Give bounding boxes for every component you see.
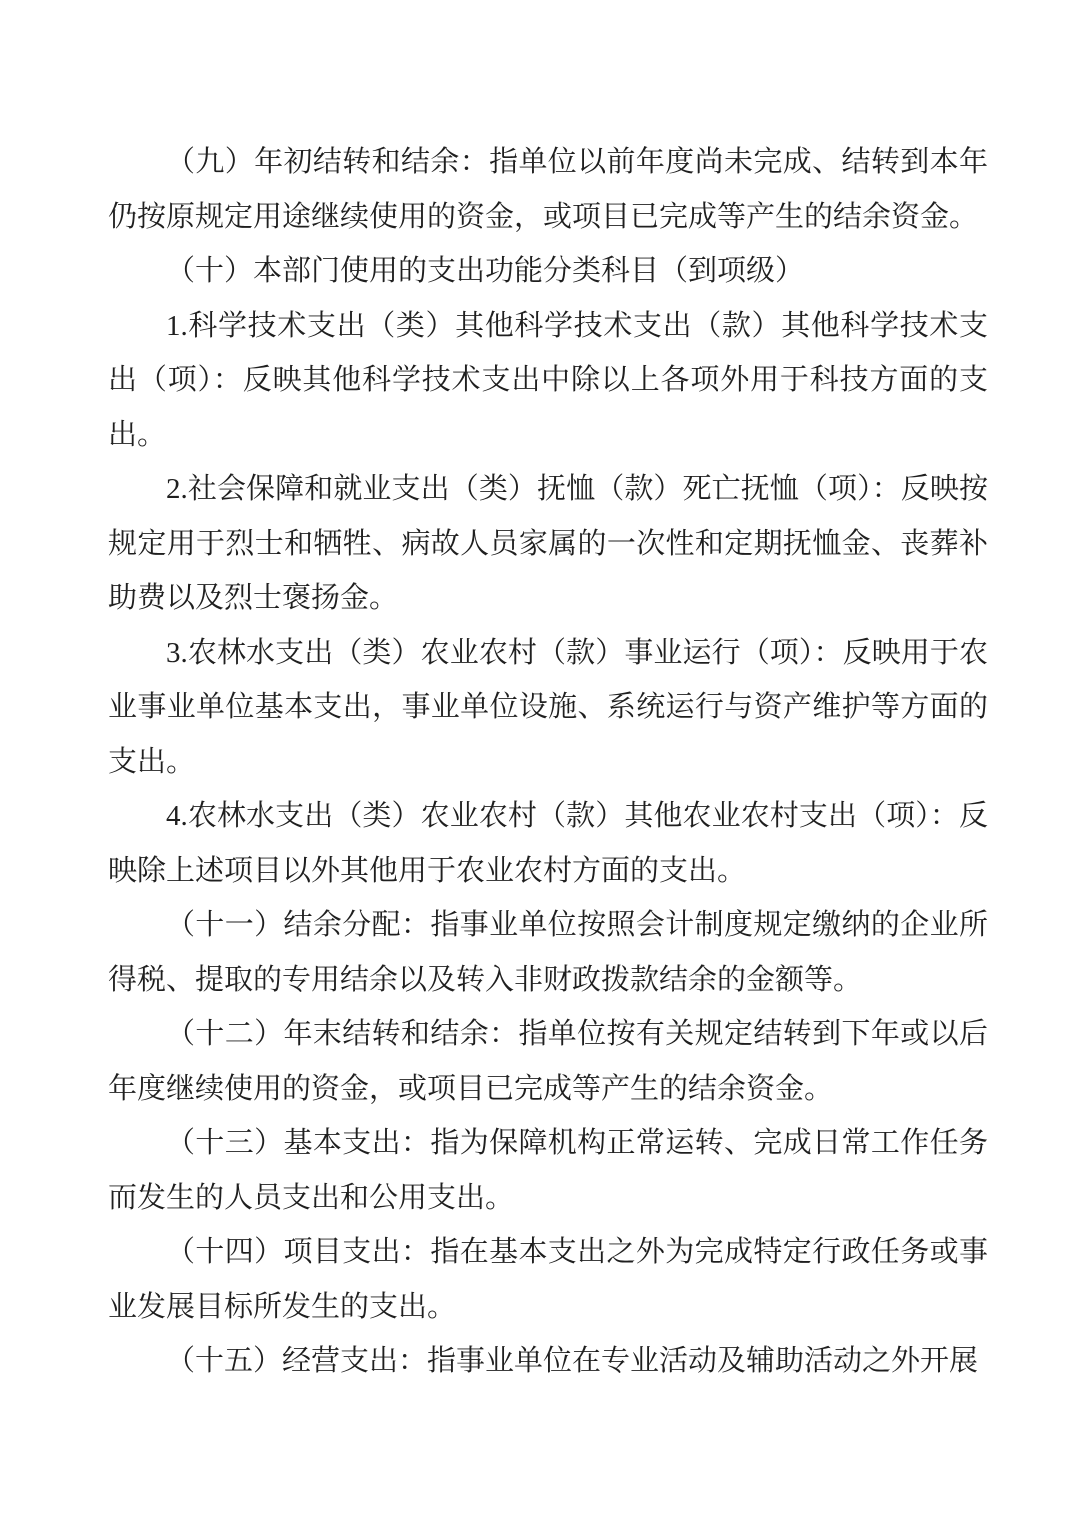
paragraph: （十五）经营支出：指事业单位在专业活动及辅助活动之外开展 [166, 1345, 979, 1377]
paragraph: （十一）结余分配：指事业单位按照会计制度规定缴纳的企业所得税、提取的专用结余以及转入非财政拨款结余的金额等。 [108, 909, 988, 996]
paragraph: （十二）年末结转和结余：指单位按有关规定结转到下年或以后年度继续使用的资金，或项目已完成等产生的结余资金。 [108, 1018, 988, 1105]
paragraph: （十四）项目支出：指在基本支出之外为完成特定行政任务或事业发展目标所发生的支出。 [108, 1236, 988, 1323]
paragraph: （十三）基本支出：指为保障机构正常运转、完成日常工作任务而发生的人员支出和公用支出。 [108, 1127, 988, 1214]
paragraph: （十）本部门使用的支出功能分类科目（到项级） [166, 255, 805, 287]
paragraph: （九）年初结转和结余：指单位以前年度尚未完成、结转到本年仍按原规定用途继续使用的资金，或项目已完成等产生的结余资金。 [108, 146, 988, 233]
paragraph: 1.科学技术支出（类）其他科学技术支出（款）其他科学技术支出（项）：反映其他科学技术支出中除以上各项外用于科技方面的支出。 [108, 309, 988, 451]
paragraph: 2.社会保障和就业支出（类）抚恤（款）死亡抚恤（项）：反映按规定用于烈士和牺牲、病故人员家属的一次性和定期抚恤金、丧葬补助费以及烈士褒扬金。 [108, 473, 988, 614]
paragraph: 3.农林水支出（类）农业农村（款）事业运行（项）：反映用于农业事业单位基本支出，事业单位设施、系统运行与资产维护等方面的支出。 [108, 636, 988, 778]
paragraph: 4.农林水支出（类）农业农村（款）其他农业农村支出（项）：反映除上述项目以外其他用于农业农村方面的支出。 [108, 800, 988, 887]
